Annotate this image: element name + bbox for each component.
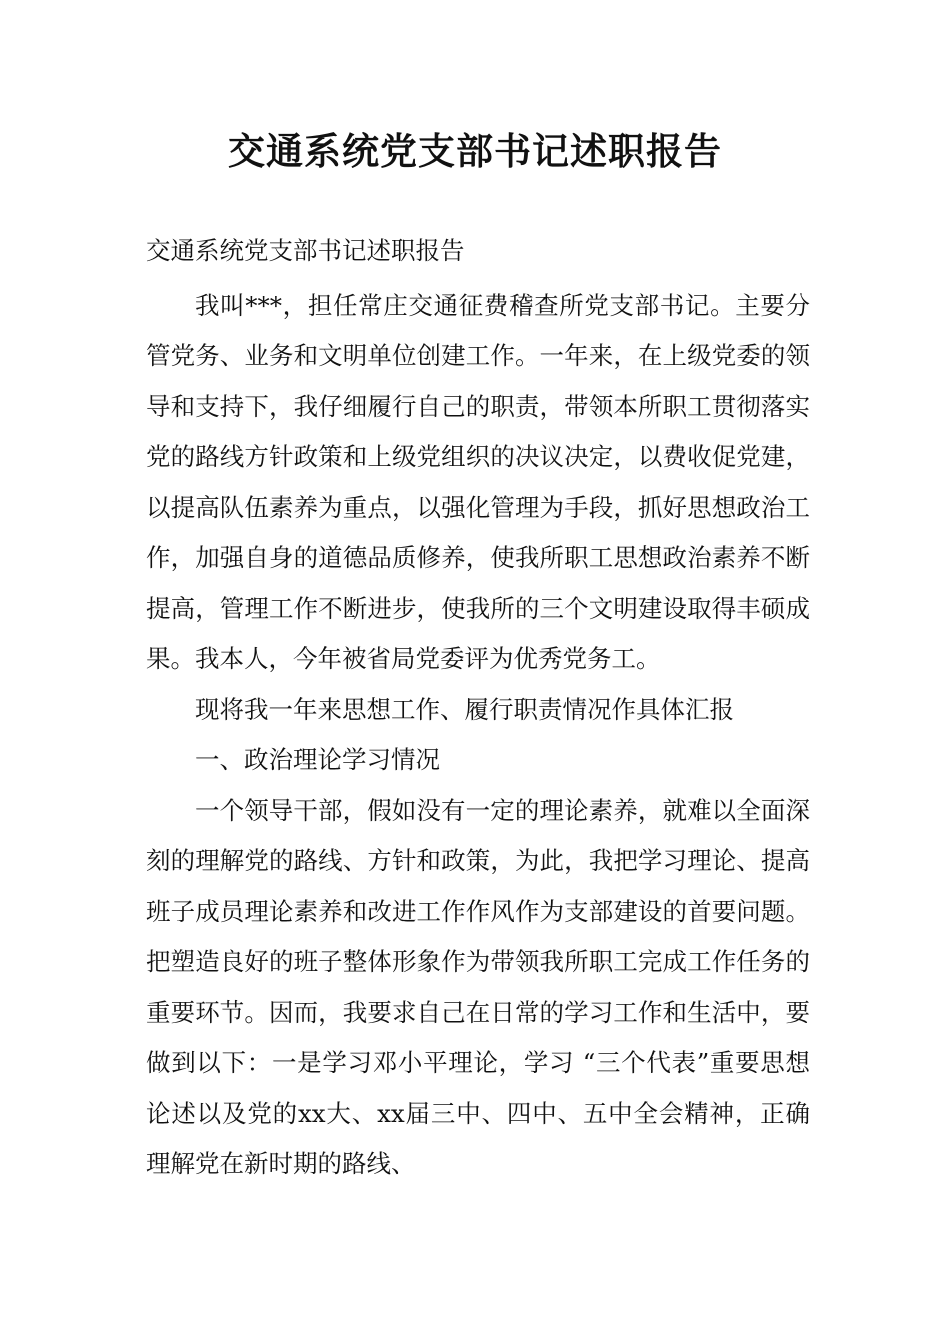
paragraph-report-statement: 现将我一年来思想工作、履行职责情况作具体汇报 <box>195 694 734 724</box>
paragraph-political-study: 一个领导干部，假如没有一定的理论素养，就难以全面深刻的理解党的路线、方针和政策，为此，我把学习理论、提高班子成员理论素养和改进工作作风作为支部建设的首要问题。把塑造良好的班子整体形象作为带领我所职工完成工作任务的重要环节。因而，我要求自己在日常的学习工作和生活中，要做到以下：一是学习邓小平理论，学习 “三个代表”重要思想论述以及党的xx大、xx届三中、四中、五中全会精神，正确理解党在新时期的路线、 <box>146 795 810 1178</box>
document-subtitle: 交通系统党支部书记述职报告 <box>146 236 465 265</box>
document-title: 交通系统党支部书记述职报告 <box>228 129 722 173</box>
paragraph-intro: 我叫***，担任常庄交通征费稽查所党支部书记。主要分管党务、业务和文明单位创建工作。一年来，在上级党委的领导和支持下，我仔细履行自己的职责，带领本所职工贯彻落实党的路线方针政策和上级党组织的决议决定，以费收促党建，以提高队伍素养为重点，以强化管理为手段，抓好思想政治工作，加强自身的道德品质修养，使我所职工思想政治素养不断提高，管理工作不断进步，使我所的三个文明建设取得丰硕成果。我本人，今年被省局党委评为优秀党务工。 <box>146 290 810 673</box>
section-heading-political-study: 一、政治理论学习情况 <box>195 745 440 774</box>
document-body <box>146 226 810 1190</box>
